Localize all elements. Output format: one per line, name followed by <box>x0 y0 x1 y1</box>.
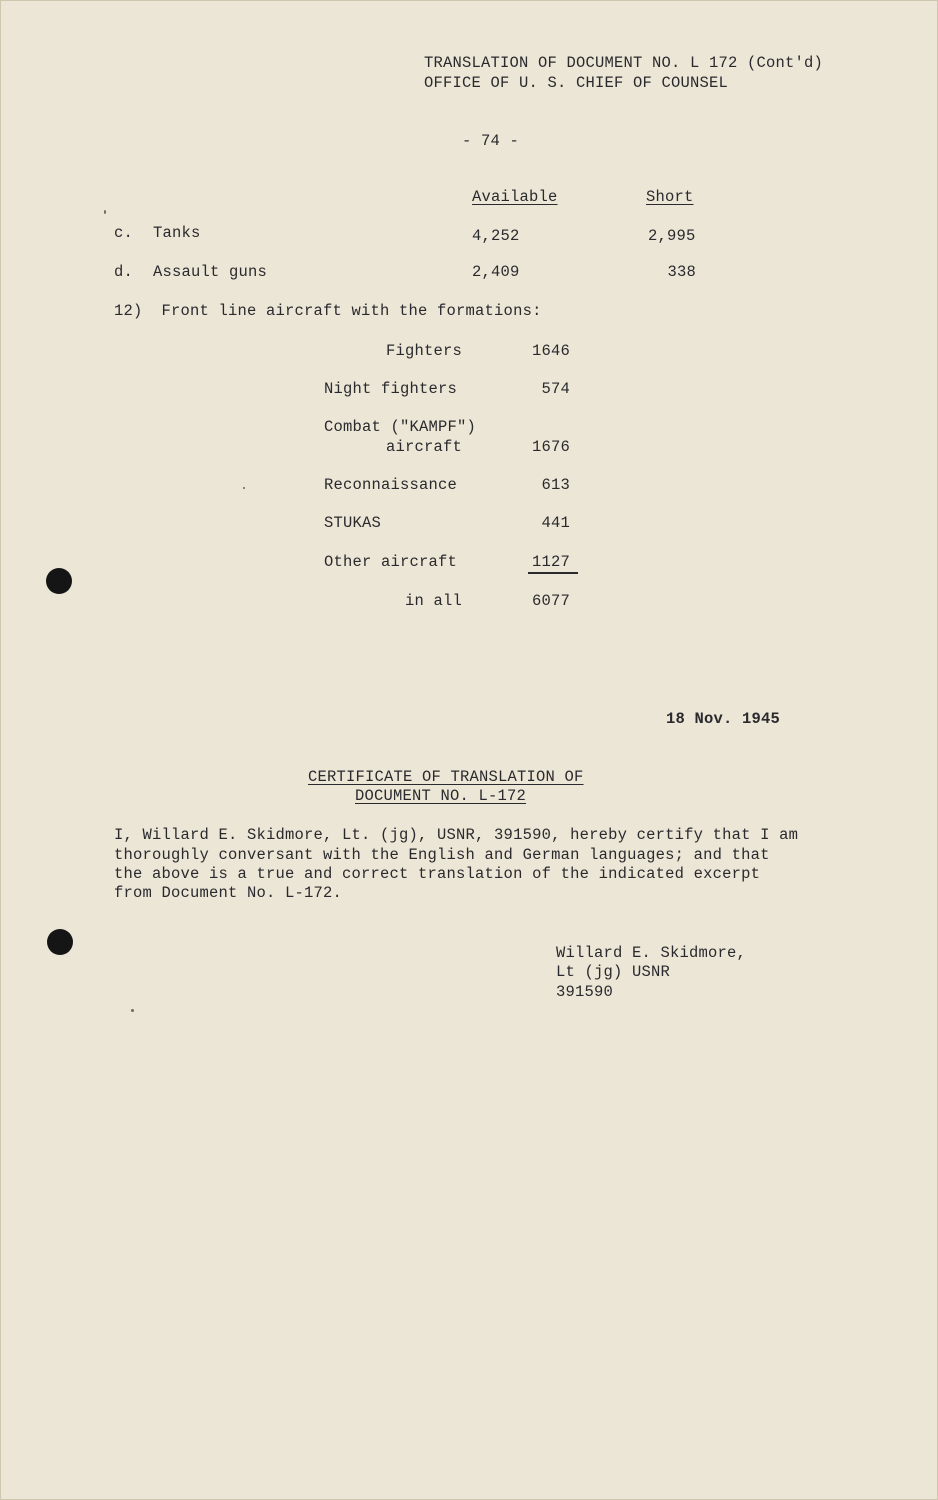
certificate-title-line1: CERTIFICATE OF TRANSLATION OF <box>308 768 584 786</box>
certificate-title-line2: DOCUMENT NO. L-172 <box>355 787 527 805</box>
aircraft-label: Reconnaissance <box>324 476 458 494</box>
row-letter: c. <box>114 224 134 242</box>
row-available: 2,409 <box>472 263 520 281</box>
signature-rank: Lt (jg) USNR <box>556 963 671 981</box>
aircraft-total-label: in all <box>404 592 462 610</box>
certificate-body-line: from Document No. L-172. <box>114 884 343 902</box>
aircraft-label: STUKAS <box>324 514 382 532</box>
aircraft-label: Night fighters <box>324 380 458 398</box>
aircraft-label-line1: Combat ("KAMPF") <box>324 418 477 436</box>
paper-speck <box>104 210 106 214</box>
paper-speck <box>131 1009 134 1012</box>
aircraft-value: 1676 <box>531 438 570 456</box>
aircraft-value: 574 <box>541 380 570 398</box>
signature-name: Willard E. Skidmore, <box>556 944 747 962</box>
certificate-date: 18 Nov. 1945 <box>666 710 781 728</box>
column-header-available: Available <box>472 188 558 206</box>
aircraft-label-line2: aircraft <box>385 438 462 456</box>
certificate-body-line: the above is a true and correct translation of the indicated excerpt <box>114 865 761 883</box>
row-available: 4,252 <box>472 227 520 245</box>
signature-number: 391590 <box>556 983 614 1001</box>
aircraft-total-value: 6077 <box>531 592 570 610</box>
row-letter: d. <box>114 263 134 281</box>
row-short: 338 <box>667 263 696 281</box>
row-label: Assault guns <box>153 263 268 281</box>
certificate-body-line: thoroughly conversant with the English and German languages; and that <box>114 846 770 864</box>
page-number: - 74 - <box>462 132 520 150</box>
aircraft-value: 1646 <box>531 342 570 360</box>
aircraft-heading: 12) Front line aircraft with the formations: <box>114 302 542 320</box>
aircraft-value: 613 <box>541 476 570 494</box>
document-header-line1: TRANSLATION OF DOCUMENT NO. L 172 (Cont'd) <box>424 54 824 72</box>
aircraft-value: 441 <box>541 514 570 532</box>
aircraft-label: Other aircraft <box>324 553 458 571</box>
certificate-body-line: I, Willard E. Skidmore, Lt. (jg), USNR, 391590, hereby certify that I am <box>114 826 799 844</box>
total-rule <box>528 572 578 574</box>
row-label: Tanks <box>153 224 201 242</box>
punch-hole-bottom <box>47 929 73 955</box>
column-header-short: Short <box>646 188 694 206</box>
row-short: 2,995 <box>648 227 696 245</box>
aircraft-value: 1127 <box>531 553 570 571</box>
paper-speck <box>243 487 245 489</box>
punch-hole-top <box>46 568 72 594</box>
aircraft-label: Fighters <box>385 342 462 360</box>
document-header-line2: OFFICE OF U. S. CHIEF OF COUNSEL <box>424 74 729 92</box>
